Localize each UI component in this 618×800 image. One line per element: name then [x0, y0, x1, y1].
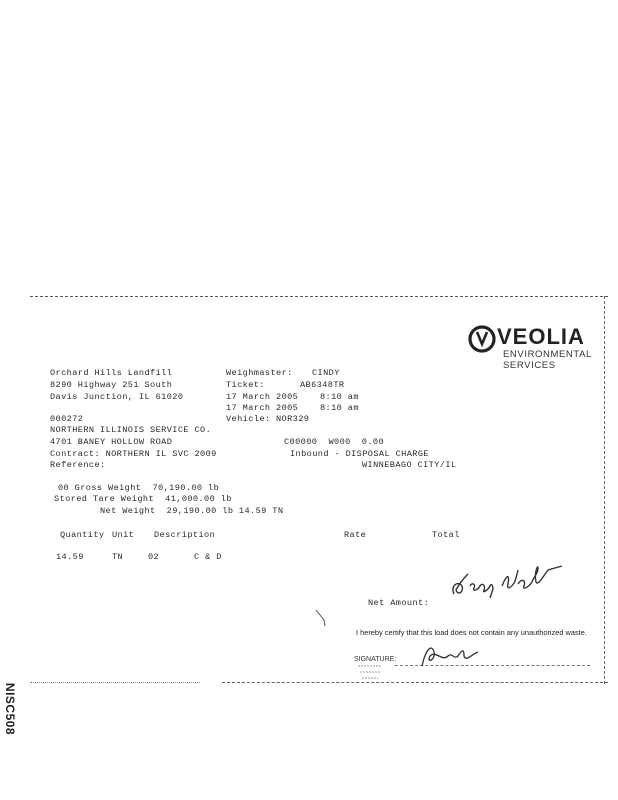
- stamp-mark-icon: [356, 660, 386, 684]
- side-code: NISC508: [3, 682, 18, 736]
- header-rate: Rate: [344, 530, 367, 540]
- customer-address: 4701 BANEY HOLLOW ROAD: [50, 437, 173, 447]
- perforation-bottom-left: [30, 682, 200, 683]
- header-total: Total: [432, 530, 460, 540]
- veolia-logo: [467, 320, 612, 376]
- net-weight: Net Weight 29,190.00 lb 14.59 TN: [100, 506, 284, 516]
- veolia-mark-icon: [467, 324, 497, 354]
- contract-line: Contract: NORTHERN IL SVC 2009: [50, 449, 217, 459]
- row-quantity: 14.59: [56, 552, 84, 562]
- row-code: 02: [148, 552, 160, 562]
- ticket-value: AB6348TR: [300, 380, 345, 390]
- perforation-bottom: [222, 682, 608, 683]
- facility-city: Davis Junction, IL 61020: [50, 392, 184, 402]
- logo-line2: SERVICES: [503, 360, 556, 371]
- out-date: 17 March 2005: [226, 403, 299, 413]
- logo-wordmark: VEOLIA: [497, 324, 585, 349]
- signature-label: SIGNATURE:: [354, 656, 397, 663]
- logo-line1: ENVIRONMENTAL: [503, 349, 592, 360]
- reference-label: Reference:: [50, 460, 106, 470]
- gross-weight: 00 Gross Weight 70,190.00 lb: [58, 483, 220, 493]
- perforation-top: [30, 296, 608, 297]
- header-description: Description: [154, 530, 216, 540]
- handwriting-drop-yard-icon: [448, 556, 568, 600]
- handwritten-note: [448, 556, 568, 600]
- in-date: 17 March 2005: [226, 392, 299, 402]
- weighmaster-value: CINDY: [312, 368, 340, 378]
- stray-mark-icon: [314, 608, 328, 628]
- ticket-label: Ticket:: [226, 380, 265, 390]
- vehicle-value: NOR329: [276, 414, 310, 424]
- tare-weight: Stored Tare Weight 41,000.00 lb: [54, 494, 232, 504]
- customer-name: NORTHERN ILLINOIS SERVICE CO.: [50, 425, 212, 435]
- county-line: WINNEBAGO CITY/IL: [362, 460, 457, 470]
- certification-text: I hereby certify that this load does not contain any unauthorized waste.: [356, 628, 587, 637]
- header-unit: Unit: [112, 530, 135, 540]
- facility-address: 8290 Highway 251 South: [50, 380, 173, 390]
- facility-name: Orchard Hills Landfill: [50, 368, 173, 378]
- inbound-line: Inbound - DISPOSAL CHARGE: [290, 449, 429, 459]
- customer-code: 000272: [50, 414, 84, 424]
- net-amount-label: Net Amount:: [368, 598, 430, 608]
- row-unit: TN: [112, 552, 124, 562]
- weighmaster-label: Weighmaster:: [226, 368, 293, 378]
- customer-code-line: C00000 W000 0.00: [284, 437, 385, 447]
- out-time: 8:10 am: [320, 403, 359, 413]
- vehicle-label: Vehicle:: [226, 414, 271, 424]
- in-time: 8:10 am: [320, 392, 359, 402]
- header-quantity: Quantity: [60, 530, 105, 540]
- signature-scribble-icon: [418, 642, 498, 672]
- row-description: C & D: [194, 552, 222, 562]
